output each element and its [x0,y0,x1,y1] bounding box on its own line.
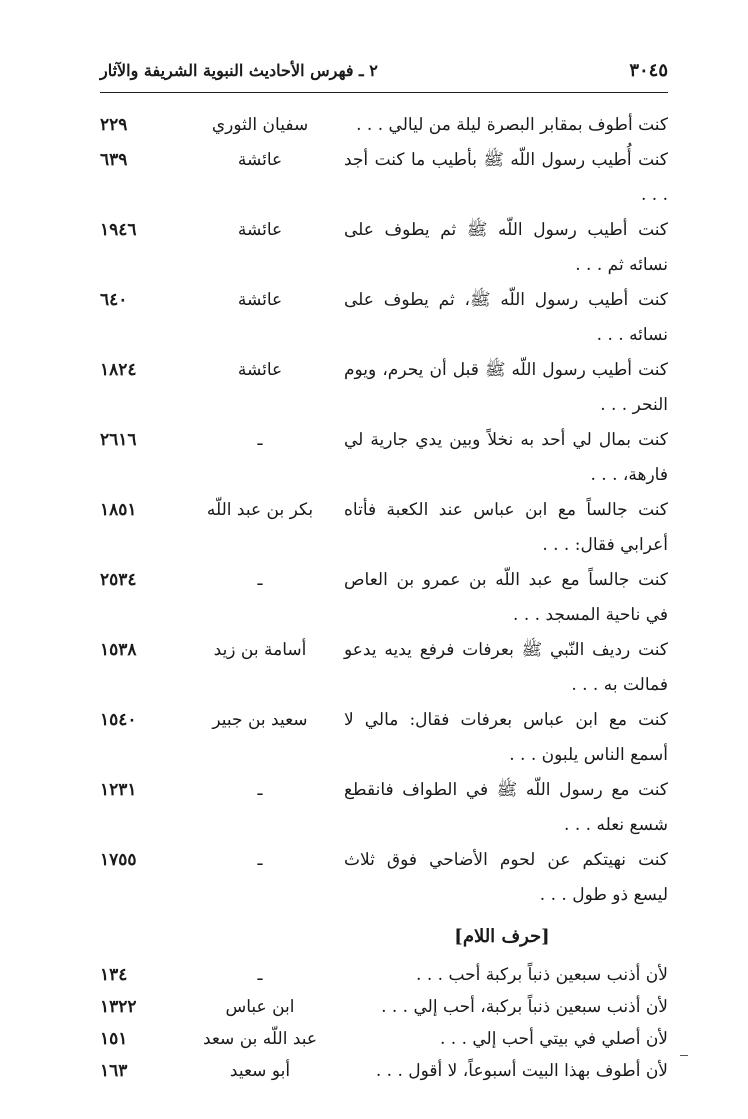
footer-mark [680,1055,688,1056]
index-entry [100,423,668,493]
entry-number: ١٨٢٤ [100,360,137,380]
header-rule [100,92,668,93]
entry-number: ٦٣٩ [100,150,128,170]
narrator: عائشة [237,290,283,310]
narrator: عبد اللّه بن سعد [202,1029,318,1049]
entry-number: ١٨٥١ [100,500,137,520]
narrator: ـ [257,430,263,450]
entry-number: ١٩٤٦ [100,220,137,240]
entry-number: ٢٥٣٤ [100,570,137,590]
hadith-text: كنت نهيتكم عن لحوم الأضاحي فوق ثلاث ليسع ذو طول . . . [344,850,668,905]
index-entry [100,633,668,703]
narrator: ـ [257,850,263,870]
narrator: أبو سعيد [229,1061,291,1081]
hadith-text: لأن أذنب سبعين ذنباً بركبة، أحب إلي . . . [381,997,668,1017]
narrator: عائشة [237,220,283,240]
narrator: أسامة بن زيد [213,640,307,660]
index-entry [100,843,668,913]
entry-number: ١٣٤ [100,965,128,985]
section-heading: [حرف اللام] [454,926,550,947]
running-head: ٢ ـ فهرس الأحاديث النبوية الشريفة والآثار [100,60,378,80]
hadith-text: كنت جالساً مع ابن عباس عند الكعبة فأتاه أعرابي فقال: . . . [344,500,668,555]
index-entry [100,213,668,283]
narrator: سفيان الثوري [211,115,309,135]
page-number: ٣٠٤٥ [629,59,668,81]
index-entry [100,703,668,773]
index-entry [100,143,668,213]
index-entry [100,1055,668,1087]
hadith-text: لأن أصلي في بيتي أحب إلي . . . [439,1029,668,1049]
narrator: ـ [257,780,263,800]
index-entry [100,991,668,1023]
entry-number: ١٣٢٢ [100,997,137,1017]
entry-number: ١٦٣ [100,1061,128,1081]
hadith-text: كنت رديف النّبي ﷺ بعرفات فرفع يديه يدعو فمالت به . . . [344,640,668,695]
entry-number: ١٥١ [100,1029,128,1049]
entry-number: ١٥٣٨ [100,640,137,660]
index-entries [100,108,668,1087]
narrator: عائشة [237,360,283,380]
entry-number: ١٢٣١ [100,780,137,800]
hadith-text: كنت أطيب رسول اللّه ﷺ، ثم يطوف على نسائه . . . [344,290,668,345]
index-entry [100,563,668,633]
index-entry [100,353,668,423]
narrator: سعيد بن جبير [212,710,308,730]
hadith-text: لأن أذنب سبعين ذنباً بركبة أحب . . . [416,965,668,985]
hadith-text: كنت مع رسول اللّه ﷺ في الطواف فانقطع شسع نعله . . . [344,780,668,835]
narrator: عائشة [237,150,283,170]
index-entry [100,773,668,843]
entry-number: ٦٤٠ [100,290,128,310]
narrator: ابن عباس [225,997,295,1017]
hadith-text: كنت مع ابن عباس بعرفات فقال: مالي لا أسمع الناس يلبون . . . [344,710,668,765]
hadith-text: كنت جالساً مع عبد اللّه بن عمرو بن العاص في ناحية المسجد . . . [344,570,668,625]
index-entry [100,1023,668,1055]
index-entry [100,493,668,563]
hadith-text: كنت أطوف بمقابر البصرة ليلة من ليالي . . . [356,115,668,135]
narrator: بكر بن عبد اللّه [206,500,314,520]
hadith-text: كنت أطيب رسول اللّه ﷺ قبل أن يحرم، ويوم النحر . . . [344,360,668,415]
entry-number: ٢٦١٦ [100,430,137,450]
hadith-text: لأن أطوف بهذا البيت أسبوعاً، لا أقول . . . [375,1061,668,1081]
hadith-text: كنت أطيب رسول اللّه ﷺ ثم يطوف على نسائه ثم . . . [344,220,668,275]
entry-number: ١٧٥٥ [100,850,137,870]
hadith-text: كنت أُطيب رسول اللّه ﷺ بأطيب ما كنت أجد . . . [344,150,668,205]
index-entry [100,108,668,143]
narrator: ـ [257,965,263,985]
page-header [100,52,668,88]
entry-number: ١٥٤٠ [100,710,137,730]
narrator: ـ [257,570,263,590]
entry-number: ٢٢٩ [100,115,128,135]
index-entry [100,959,668,991]
hadith-text: كنت بمال لي أحد به نخلاً وبين يدي جارية لي فارهة، . . . [344,430,668,485]
index-entry [100,283,668,353]
